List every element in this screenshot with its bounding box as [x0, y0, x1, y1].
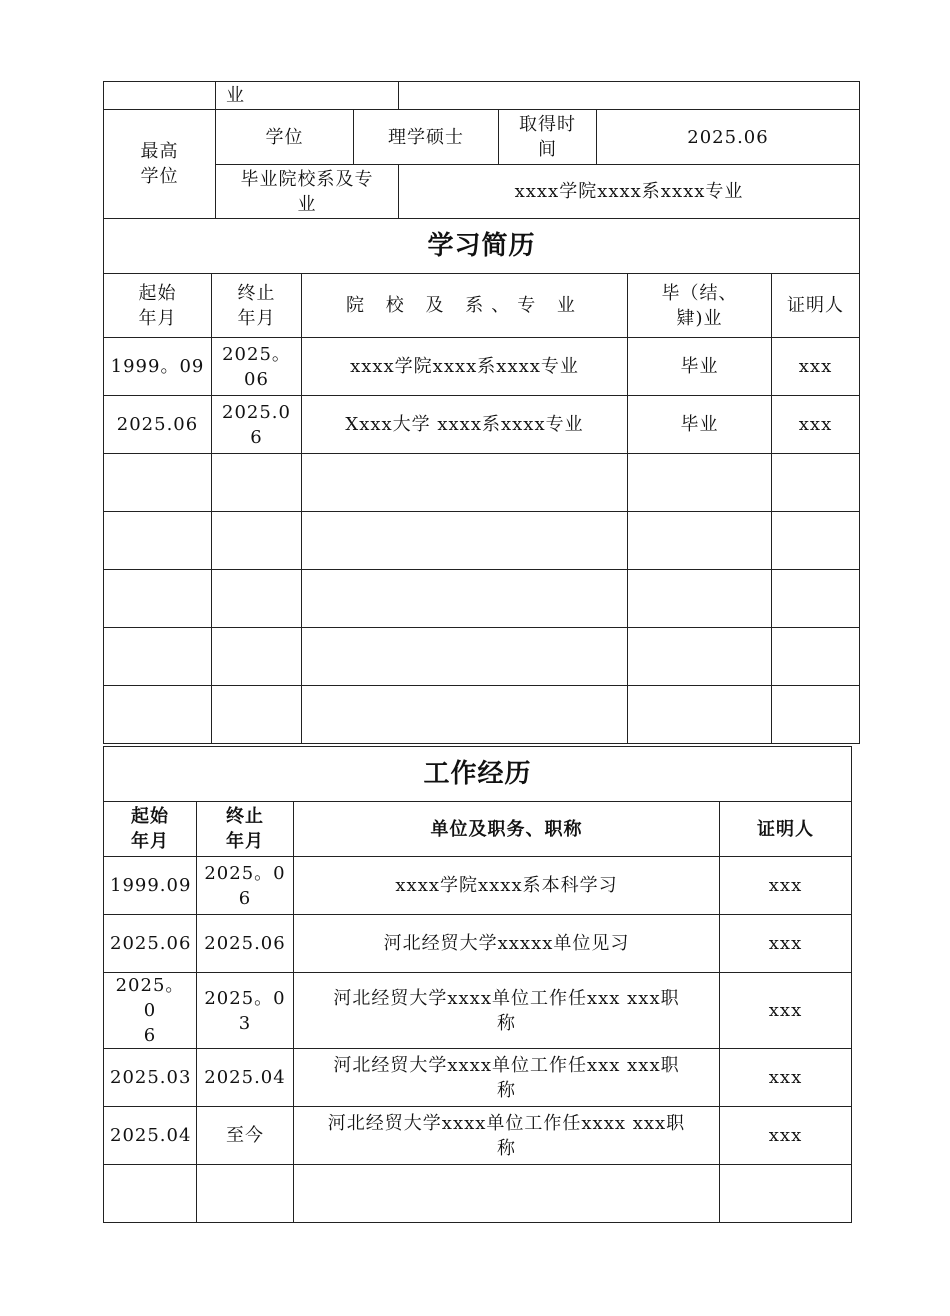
work-header-end: 终止 年月	[197, 802, 294, 857]
work-header-witness: 证明人	[720, 802, 852, 857]
degree-table	[103, 81, 860, 219]
work-header-unit: 单位及职务、职称	[294, 802, 720, 857]
work-unit-cell: 河北经贸大学xxxx单位工作任xxx xxx职 称	[294, 973, 720, 1049]
study-witness-cell	[772, 454, 860, 512]
study-end-cell: 2025。 06	[212, 338, 302, 396]
study-status-cell	[628, 454, 772, 512]
graduate-school-value: xxxx学院xxxx系xxxx专业	[399, 165, 860, 219]
study-witness-cell	[772, 686, 860, 744]
degree-time-value: 2025.06	[597, 110, 860, 165]
study-school-cell	[302, 454, 628, 512]
graduate-school-label: 毕业院校系及专 业	[216, 165, 399, 219]
work-start-cell: 2025.03	[104, 1049, 197, 1107]
work-start-cell: 2025.06	[104, 915, 197, 973]
work-end-cell: 2025.04	[197, 1049, 294, 1107]
table-row	[104, 857, 852, 915]
study-start-cell	[104, 686, 212, 744]
study-school-cell	[302, 570, 628, 628]
study-header-graduation: 毕（结、 肄)业	[628, 274, 772, 338]
blank-cell	[399, 82, 860, 110]
study-school-cell	[302, 512, 628, 570]
work-start-cell: 2025.04	[104, 1107, 197, 1165]
study-witness-cell	[772, 628, 860, 686]
study-end-cell	[212, 454, 302, 512]
work-witness-cell	[720, 1165, 852, 1223]
study-end-cell	[212, 628, 302, 686]
study-start-cell	[104, 454, 212, 512]
major-fragment: 业	[216, 82, 399, 110]
work-witness-cell: xxx	[720, 915, 852, 973]
study-end-cell: 2025.0 6	[212, 396, 302, 454]
study-school-cell	[302, 686, 628, 744]
study-header-end: 终止 年月	[212, 274, 302, 338]
work-unit-cell: 河北经贸大学xxxx单位工作任xxx xxx职 称	[294, 1049, 720, 1107]
study-school-cell	[302, 628, 628, 686]
work-end-cell: 2025.06	[197, 915, 294, 973]
study-end-cell	[212, 512, 302, 570]
work-end-cell: 至今	[197, 1107, 294, 1165]
table-row	[104, 686, 860, 744]
work-unit-cell	[294, 1165, 720, 1223]
work-start-cell: 1999.09	[104, 857, 197, 915]
study-status-cell	[628, 628, 772, 686]
work-end-cell	[197, 1165, 294, 1223]
work-unit-cell: xxxx学院xxxx系本科学习	[294, 857, 720, 915]
work-start-cell: 2025。0 6	[104, 973, 197, 1049]
degree-value: 理学硕士	[354, 110, 499, 165]
work-witness-cell: xxx	[720, 857, 852, 915]
study-history-table	[103, 218, 860, 744]
study-school-cell: Xxxx大学 xxxx系xxxx专业	[302, 396, 628, 454]
degree-time-label: 取得时 间	[499, 110, 597, 165]
blank-cell	[104, 82, 216, 110]
work-unit-cell: 河北经贸大学xxxx单位工作任xxxx xxx职 称	[294, 1107, 720, 1165]
work-header-start: 起始 年月	[104, 802, 197, 857]
study-school-cell: xxxx学院xxxx系xxxx专业	[302, 338, 628, 396]
work-history-title: 工作经历	[104, 747, 852, 802]
study-witness-cell	[772, 570, 860, 628]
study-header-witness: 证明人	[772, 274, 860, 338]
table-row	[104, 1049, 852, 1107]
work-end-cell: 2025。0 3	[197, 973, 294, 1049]
table-row	[104, 338, 860, 396]
study-header-school: 院 校 及 系、专 业	[302, 274, 628, 338]
study-start-cell	[104, 512, 212, 570]
table-row	[104, 1107, 852, 1165]
work-end-cell: 2025。0 6	[197, 857, 294, 915]
study-start-cell	[104, 570, 212, 628]
study-end-cell	[212, 686, 302, 744]
study-status-cell	[628, 512, 772, 570]
work-witness-cell: xxx	[720, 1107, 852, 1165]
study-history-title: 学习简历	[104, 219, 860, 274]
study-status-cell: 毕业	[628, 396, 772, 454]
table-row	[104, 512, 860, 570]
table-row	[104, 628, 860, 686]
table-row	[104, 915, 852, 973]
study-start-cell: 1999。09	[104, 338, 212, 396]
study-witness-cell: xxx	[772, 396, 860, 454]
study-status-cell	[628, 686, 772, 744]
work-start-cell	[104, 1165, 197, 1223]
study-status-cell	[628, 570, 772, 628]
study-status-cell: 毕业	[628, 338, 772, 396]
study-witness-cell	[772, 512, 860, 570]
work-history-table	[103, 746, 852, 1223]
table-row	[104, 1165, 852, 1223]
study-header-start: 起始 年月	[104, 274, 212, 338]
study-witness-cell: xxx	[772, 338, 860, 396]
table-row	[104, 396, 860, 454]
highest-degree-label: 最高 学位	[104, 110, 216, 219]
table-row	[104, 454, 860, 512]
work-witness-cell: xxx	[720, 973, 852, 1049]
study-start-cell: 2025.06	[104, 396, 212, 454]
table-row	[104, 570, 860, 628]
work-witness-cell: xxx	[720, 1049, 852, 1107]
study-start-cell	[104, 628, 212, 686]
study-end-cell	[212, 570, 302, 628]
work-unit-cell: 河北经贸大学xxxxx单位见习	[294, 915, 720, 973]
degree-label: 学位	[216, 110, 354, 165]
table-row	[104, 973, 852, 1049]
